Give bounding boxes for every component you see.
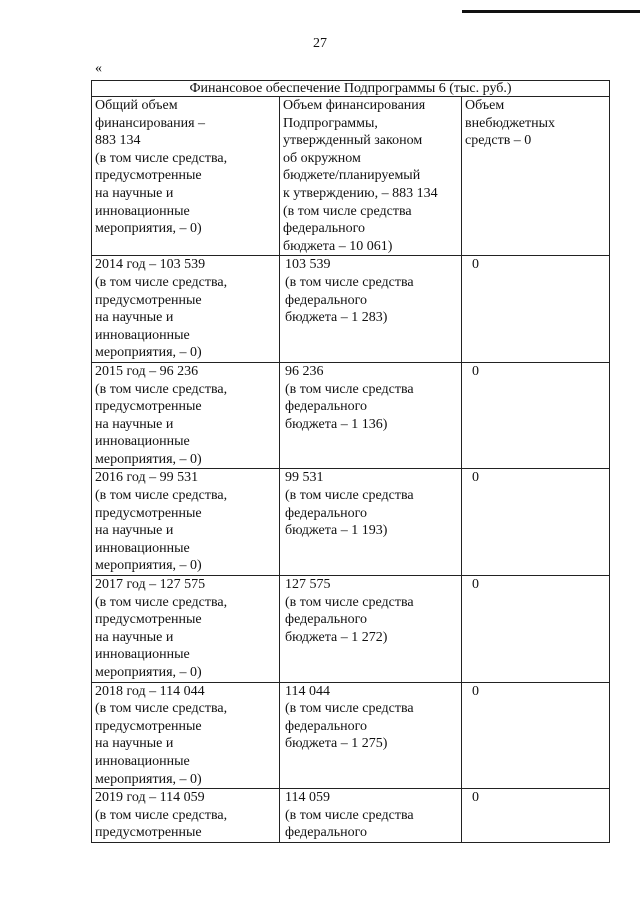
header-district-budget: Объем финансирования Подпрограммы, утвержденный законом об окружном бюджете/планируемый к утверждению, – 883 134 (в том числе средства федерального бюджета – 10 061) [280,97,462,256]
row-total-cell: 2019 год – 114 059 (в том числе средства, предусмотренные [92,789,280,843]
table-row [92,576,610,683]
row-total-cell: 2016 год – 99 531 (в том числе средства, предусмотренные на научные и инновационные мероприятия, – 0) [92,469,280,576]
row-district-budget-cell: 114 044 (в том числе средства федерального бюджета – 1 275) [280,682,462,789]
row-extrabudgetary-cell: 0 [462,256,610,363]
header-total-financing: Общий объем финансирования – 883 134 (в том числе средства, предусмотренные на научные и инновационные мероприятия, – 0) [92,97,280,256]
table-row [92,682,610,789]
page-number: 27 [313,36,327,51]
row-total-cell: 2017 год – 127 575 (в том числе средства, предусмотренные на научные и инновационные мероприятия, – 0) [92,576,280,683]
table-row [92,362,610,469]
table-row [92,256,610,363]
row-district-budget-cell: 127 575 (в том числе средства федерального бюджета – 1 272) [280,576,462,683]
row-district-budget-cell: 96 236 (в том числе средства федерального бюджета – 1 136) [280,362,462,469]
table-row [92,469,610,576]
corner-rule-line [462,0,640,13]
row-total-cell: 2018 год – 114 044 (в том числе средства, предусмотренные на научные и инновационные мероприятия, – 0) [92,682,280,789]
row-total-cell: 2014 год – 103 539 (в том числе средства, предусмотренные на научные и инновационные мероприятия, – 0) [92,256,280,363]
row-extrabudgetary-cell: 0 [462,682,610,789]
row-extrabudgetary-cell: 0 [462,362,610,469]
row-district-budget-cell: 103 539 (в том числе средства федерального бюджета – 1 283) [280,256,462,363]
row-extrabudgetary-cell: 0 [462,469,610,576]
table-title: Финансовое обеспечение Подпрограммы 6 (тыс. руб.) [92,81,610,97]
header-extrabudgetary: Объем внебюджетных средств – 0 [462,97,610,256]
table-row [92,789,610,843]
table-title-row [92,81,610,97]
row-total-cell: 2015 год – 96 236 (в том числе средства, предусмотренные на научные и инновационные мероприятия, – 0) [92,362,280,469]
row-district-budget-cell: 114 059 (в том числе средства федерального [280,789,462,843]
opening-quote-mark: « [95,61,102,76]
financing-table [91,80,610,843]
row-extrabudgetary-cell: 0 [462,789,610,843]
row-extrabudgetary-cell: 0 [462,576,610,683]
table-header-row [92,97,610,256]
row-district-budget-cell: 99 531 (в том числе средства федерального бюджета – 1 193) [280,469,462,576]
